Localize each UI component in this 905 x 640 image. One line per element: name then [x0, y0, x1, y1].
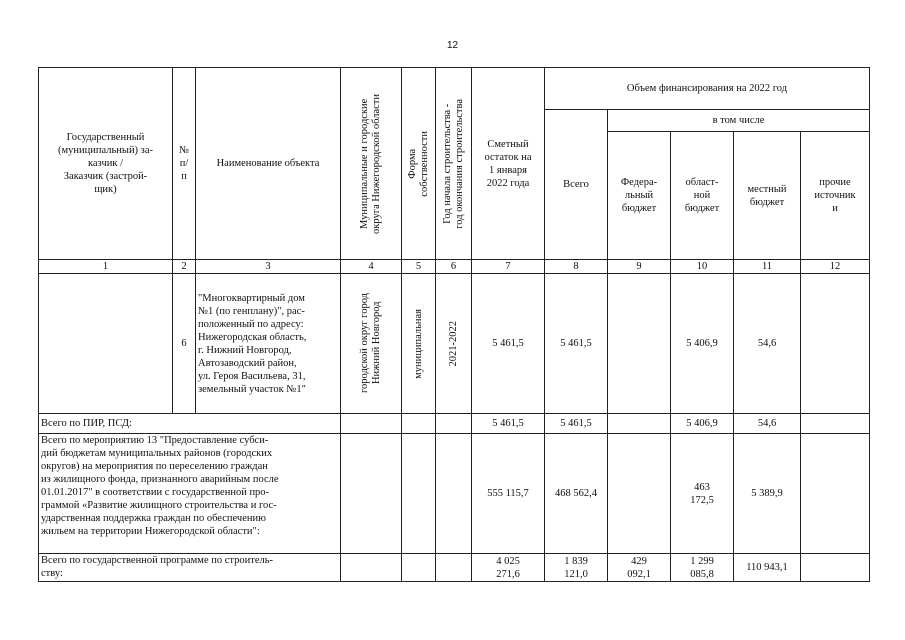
object-ownership-cell	[402, 274, 436, 414]
program-empty	[436, 554, 472, 582]
pir-total: 5 461,5	[545, 414, 608, 434]
header-years-cell	[436, 68, 472, 260]
pir-estimated-remainder: 5 461,5	[472, 414, 545, 434]
measure-local: 5 389,9	[734, 434, 801, 554]
column-number: 1	[39, 260, 173, 274]
measure-total: 468 562,4	[545, 434, 608, 554]
object-customer	[39, 274, 173, 414]
program-regional: 1 299 085,8	[671, 554, 734, 582]
header-years: Год начала строительства - год окончания строительства	[441, 98, 465, 229]
program-label: Всего по государственной программе по строитель- ству:	[39, 554, 341, 582]
page-number: 12	[446, 40, 459, 51]
object-name: "Многоквартирный дом №1 (по генплану)", рас- положенный по адресу: Нижегородская область, г. Нижний Новгород, Автозаводский район, ул. Героя Васильева, 31, земельный участок №1"	[196, 274, 341, 414]
object-ownership: муниципальная	[412, 308, 424, 379]
measure-empty	[436, 434, 472, 554]
measure-label: Всего по мероприятию 13 "Предоставление субси- дий бюджетам муниципальных районов (городских округов) на мероприятия по переселению граждан из жилищного фонда, признанного аварийным после 01.01.2017" в соответствии с государственной про- граммой «Развитие жилищного строительства и гос- ударственная поддержка граждан по обеспечению жильем на территории Нижегородской области":	[39, 434, 341, 554]
column-number: 4	[341, 260, 402, 274]
measure-empty	[402, 434, 436, 554]
measure-regional: 463 172,5	[671, 434, 734, 554]
column-number: 12	[801, 260, 870, 274]
column-number: 2	[173, 260, 196, 274]
header-federal: Федера- льный бюджет	[608, 132, 671, 260]
column-number: 10	[671, 260, 734, 274]
column-number: 8	[545, 260, 608, 274]
header-financing-volume: Объем финансирования на 2022 год	[545, 68, 870, 110]
object-row	[39, 274, 870, 414]
column-number: 3	[196, 260, 341, 274]
header-including: в том числе	[608, 110, 870, 132]
object-municipality: городской округ город Нижний Новгород	[359, 293, 382, 394]
header-municipality-cell	[341, 68, 402, 260]
column-number: 9	[608, 260, 671, 274]
program-estimated-remainder: 4 025 271,6	[472, 554, 545, 582]
pir-local: 54,6	[734, 414, 801, 434]
object-total: 5 461,5	[545, 274, 608, 414]
header-local: местный бюджет	[734, 132, 801, 260]
header-municipality: Муниципальные и городские округа Нижегородской области	[359, 93, 382, 234]
object-years-cell	[436, 274, 472, 414]
object-local: 54,6	[734, 274, 801, 414]
program-empty	[402, 554, 436, 582]
pir-regional: 5 406,9	[671, 414, 734, 434]
header-num: № п/ п	[173, 68, 196, 260]
pir-empty	[402, 414, 436, 434]
program-total: 1 839 121,0	[545, 554, 608, 582]
program-empty	[341, 554, 402, 582]
pir-empty	[341, 414, 402, 434]
measure-estimated-remainder: 555 115,7	[472, 434, 545, 554]
column-number: 7	[472, 260, 545, 274]
program-local: 110 943,1	[734, 554, 801, 582]
object-other	[801, 274, 870, 414]
pir-other	[801, 414, 870, 434]
object-estimated-remainder: 5 461,5	[472, 274, 545, 414]
program-total-row	[39, 554, 870, 582]
measure-other	[801, 434, 870, 554]
program-federal: 429 092,1	[608, 554, 671, 582]
pir-empty	[436, 414, 472, 434]
header-regional: област- ной бюджет	[671, 132, 734, 260]
measure-federal	[608, 434, 671, 554]
object-regional: 5 406,9	[671, 274, 734, 414]
header-ownership-cell	[402, 68, 436, 260]
column-numbers-row	[39, 260, 870, 274]
pir-total-row	[39, 414, 870, 434]
pir-federal	[608, 414, 671, 434]
financing-table	[38, 67, 870, 582]
object-years: 2021-2022	[447, 320, 459, 367]
object-municipality-cell	[341, 274, 402, 414]
pir-label: Всего по ПИР, ПСД:	[39, 414, 341, 434]
object-num: 6	[173, 274, 196, 414]
program-other	[801, 554, 870, 582]
header-other: прочие источник и	[801, 132, 870, 260]
column-number: 11	[734, 260, 801, 274]
header-total: Всего	[545, 110, 608, 260]
object-federal	[608, 274, 671, 414]
header-customer: Государственный (муниципальный) за- казчик / Заказчик (застрой- щик)	[39, 68, 173, 260]
column-number: 6	[436, 260, 472, 274]
header-ownership: Форма собственности	[406, 130, 430, 197]
header-estimated-remainder: Сметный остаток на 1 января 2022 года	[472, 68, 545, 260]
column-number: 5	[402, 260, 436, 274]
measure-empty	[341, 434, 402, 554]
measure-total-row	[39, 434, 870, 554]
header-object-name: Наименование объекта	[196, 68, 341, 260]
